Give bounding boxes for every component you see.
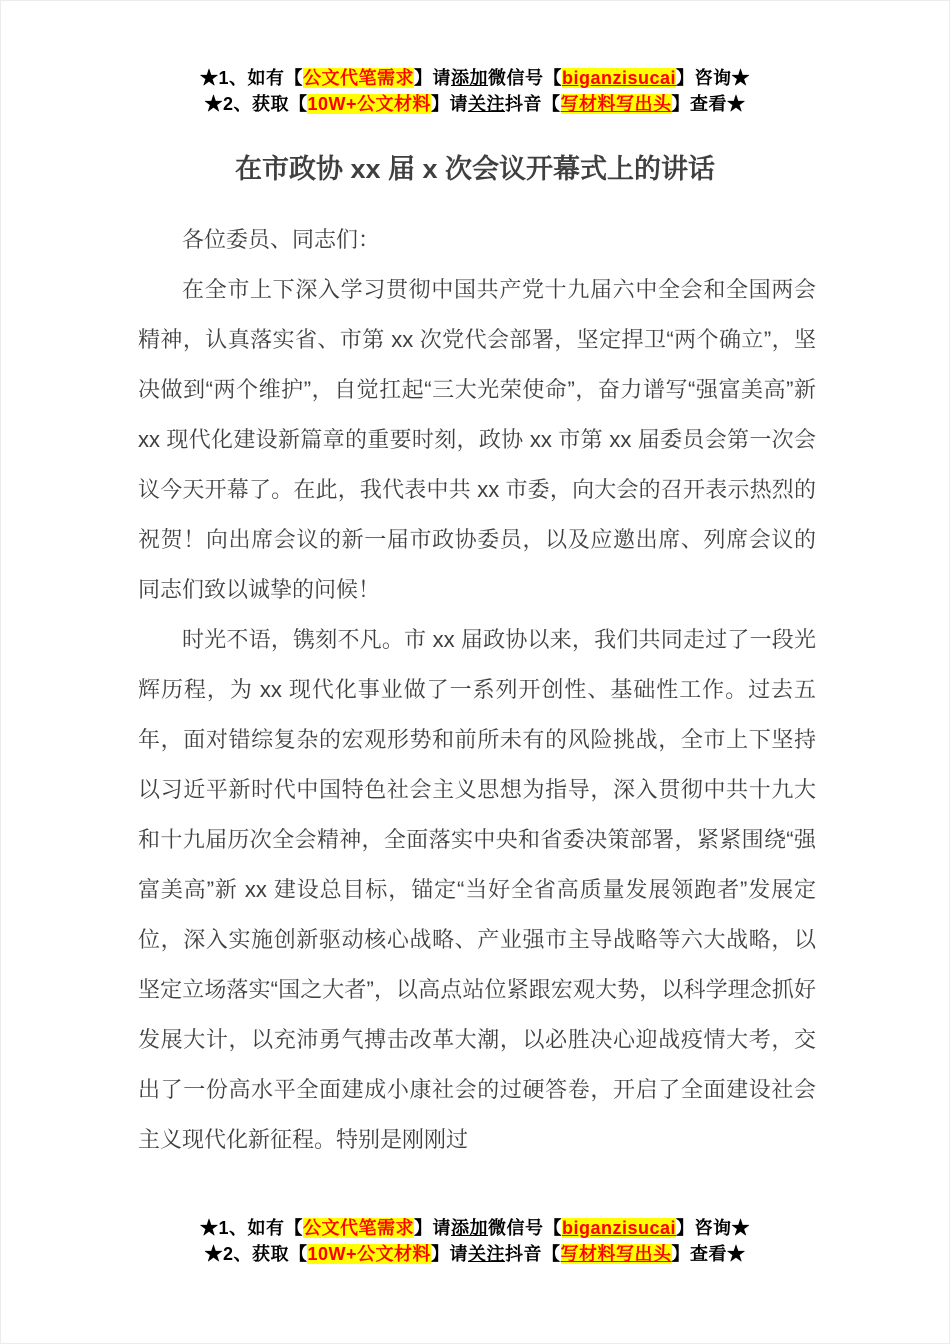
- promo-text: 】查看★: [671, 1244, 746, 1264]
- promo-text: ★1、如有【: [199, 68, 303, 88]
- promo-keyword-highlight: 10W+公文材料: [307, 1244, 432, 1264]
- promo-text: 】咨询★: [676, 1218, 751, 1238]
- promo-action-underlined: 关注: [468, 94, 506, 114]
- promo-header-line-2: [1, 91, 949, 117]
- promo-wechat-id-highlight: biganzisucai: [561, 68, 677, 88]
- promo-text: 】咨询★: [676, 68, 751, 88]
- promo-footer-line-1: [1, 1215, 949, 1241]
- document-title: 在市政协 xx 届 x 次会议开幕式上的讲话: [234, 154, 716, 184]
- promo-text: ★2、获取【: [204, 1244, 308, 1264]
- promo-text: 抖音【: [505, 94, 561, 114]
- promo-text: 微信号【: [487, 68, 562, 88]
- promo-banner-footer: [1, 1215, 949, 1267]
- body-paragraph: 时光不语，镌刻不凡。市 xx 届政协以来，我们共同走过了一段光辉历程，为 xx 现代化事业做了一系列开创性、基础性工作。过去五年，面对错综复杂的宏观形势和前所未有的风险挑战，全市上下坚持以习近平新时代中国特色社会主义思想为指导，深入贯彻中共十九大和十九届历次全会精神，全面落实中央和省委决策部署，紧紧围绕“强富美高”新 xx 建设总目标，锚定“当好全省高质量发展领跑者”发展定位，深入实施创新驱动核心战略、产业强市主导战略等六大战略，以坚定立场落实“国之大者”，以高点站位紧跟宏观大势，以科学理念抓好发展大计，以充沛勇气搏击改革大潮，以必胜决心迎战疫情大考，交出了一份高水平全面建成小康社会的过硬答卷，开启了全面建设社会主义现代化新征程。特别是刚刚过: [138, 627, 816, 1152]
- promo-action-underlined: 添加: [450, 68, 488, 88]
- promo-action-underlined: 关注: [468, 1244, 506, 1264]
- promo-footer-line-2: [1, 1241, 949, 1267]
- promo-text: 微信号【: [487, 1218, 562, 1238]
- promo-header-line-1: [1, 65, 949, 91]
- promo-text: 】请: [431, 1244, 469, 1264]
- promo-text: 抖音【: [505, 1244, 561, 1264]
- body-paragraph: 在全市上下深入学习贯彻中国共产党十九届六中全会和全国两会精神，认真落实省、市第 xx 次党代会部署，坚定捍卫“两个确立”，坚决做到“两个维护”，自觉扛起“三大光荣使命”，奋力谱写“强富美高”新 xx 现代化建设新篇章的重要时刻，政协 xx 市第 xx 届委员会第一次会议今天开幕了。在此，我代表中共 xx 市委，向大会的召开表示热烈的祝贺！向出席会议的新一届市政协委员，以及应邀出席、列席会议的同志们致以诚挚的问候！: [138, 277, 816, 602]
- promo-keyword-highlight: 公文代笔需求: [302, 68, 414, 88]
- promo-text: 】请: [413, 1218, 451, 1238]
- promo-text: 】请: [413, 68, 451, 88]
- promo-keyword-highlight: 10W+公文材料: [307, 94, 432, 114]
- promo-douyin-id-highlight: 写材料写出头: [560, 94, 672, 114]
- promo-banner-header: [1, 65, 949, 117]
- promo-action-underlined: 添加: [450, 1218, 488, 1238]
- promo-text: 】查看★: [671, 94, 746, 114]
- document-body: [138, 215, 816, 1165]
- promo-douyin-id-highlight: 写材料写出头: [560, 1244, 672, 1264]
- promo-keyword-highlight: 公文代笔需求: [302, 1218, 414, 1238]
- promo-text: ★1、如有【: [199, 1218, 303, 1238]
- promo-text: ★2、获取【: [204, 94, 308, 114]
- body-paragraph: 各位委员、同志们：: [182, 227, 381, 252]
- promo-wechat-id-highlight: biganzisucai: [561, 1218, 677, 1238]
- promo-text: 】请: [431, 94, 469, 114]
